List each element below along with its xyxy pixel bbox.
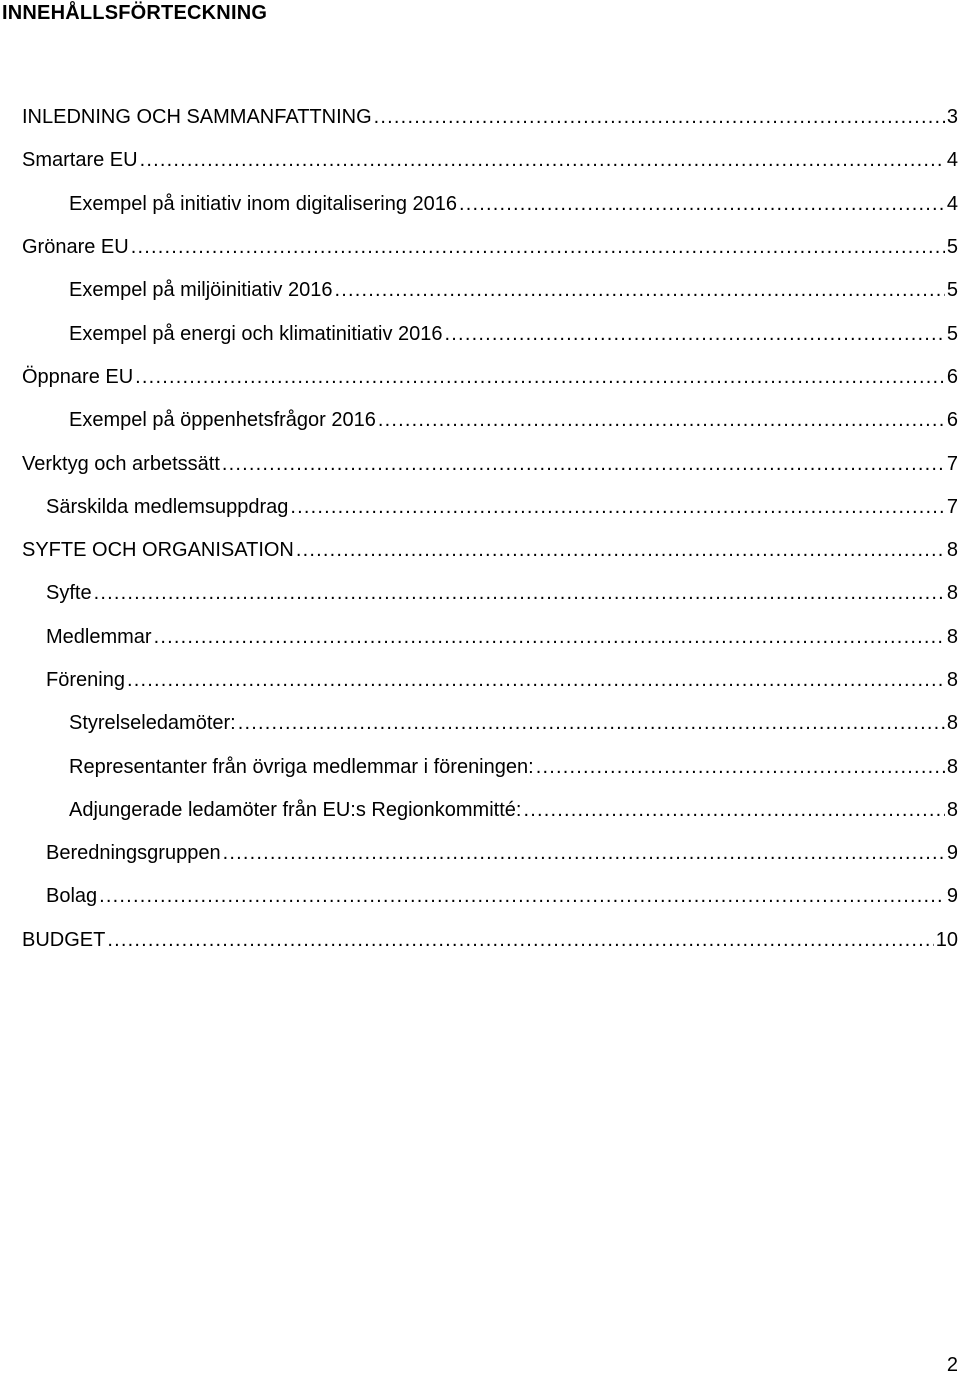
toc-entry-label: Bolag <box>46 885 98 908</box>
toc-dot-leader <box>296 539 945 562</box>
toc-dot-leader <box>94 582 945 605</box>
toc-entry-page: 6 <box>946 409 958 432</box>
toc-entry[interactable] <box>0 269 960 312</box>
toc-entry-page: 9 <box>946 842 958 865</box>
toc-entry[interactable] <box>0 139 960 182</box>
toc-entry-page: 8 <box>946 625 958 648</box>
toc-entry-page: 9 <box>946 885 958 908</box>
toc-entry-label: SYFTE OCH ORGANISATION <box>22 539 294 562</box>
toc-entry-label: Beredningsgruppen <box>46 842 221 865</box>
toc-entry[interactable] <box>0 875 960 918</box>
toc-entry-page: 8 <box>946 669 958 691</box>
toc-entry-label: Öppnare EU <box>22 365 134 388</box>
toc-dot-leader <box>378 409 945 432</box>
toc-entry-page: 7 <box>946 452 958 475</box>
toc-entry[interactable] <box>0 399 960 442</box>
toc-entry-label: Exempel på energi och klimatinitiativ 2016 <box>69 322 443 345</box>
toc-entry-label: Förening <box>46 669 125 691</box>
toc-dot-leader <box>334 279 944 302</box>
toc-dot-leader <box>290 496 945 519</box>
toc-dot-leader <box>223 842 945 865</box>
toc-entry[interactable] <box>0 96 960 139</box>
toc-entry-page: 5 <box>946 236 958 259</box>
toc-entry[interactable] <box>0 529 960 572</box>
toc-entry-label: Exempel på öppenhetsfrågor 2016 <box>69 409 376 432</box>
toc-entry[interactable] <box>0 312 960 355</box>
toc-entry-page: 4 <box>946 192 958 215</box>
toc-entry-page: 4 <box>946 149 958 172</box>
toc-entry-label: Grönare EU <box>22 236 129 259</box>
toc-dot-leader <box>459 193 945 216</box>
toc-dot-leader <box>238 712 945 735</box>
toc-entry-page: 10 <box>935 928 958 951</box>
toc-entry-page: 8 <box>946 539 958 562</box>
toc-dot-leader <box>154 626 945 649</box>
toc-entry[interactable] <box>0 572 960 615</box>
toc-entry[interactable] <box>0 745 960 788</box>
toc-entry-label: Särskilda medlemsuppdrag <box>46 495 289 518</box>
toc-entry-page: 3 <box>946 106 958 129</box>
toc-entry-label: INLEDNING OCH SAMMANFATTNING <box>22 106 372 129</box>
toc-dot-leader <box>222 453 945 476</box>
toc-entry[interactable] <box>0 226 960 269</box>
toc-entry[interactable] <box>0 832 960 875</box>
toc-entry-page: 8 <box>946 712 958 735</box>
toc-entry-page: 8 <box>946 582 958 605</box>
toc-entry-page: 5 <box>946 279 958 302</box>
toc-entry-label: BUDGET <box>22 928 106 951</box>
toc-entry[interactable] <box>0 919 960 962</box>
toc-entry-label: Syfte <box>46 582 92 605</box>
toc-entry[interactable] <box>0 659 960 702</box>
toc-entry[interactable] <box>0 183 960 226</box>
toc-entry-page: 6 <box>946 365 958 388</box>
table-of-contents <box>0 96 960 962</box>
toc-entry-label: Verktyg och arbetssätt <box>22 452 220 475</box>
toc-entry[interactable] <box>0 442 960 485</box>
toc-dot-leader <box>131 236 945 259</box>
toc-dot-leader <box>374 106 945 129</box>
toc-entry-page: 7 <box>946 495 958 518</box>
toc-dot-leader <box>135 366 945 389</box>
toc-entry-label: Medlemmar <box>46 625 152 648</box>
toc-entry-label: Exempel på initiativ inom digitalisering 2016 <box>69 192 457 215</box>
toc-entry-label: Exempel på miljöinitiativ 2016 <box>69 279 333 302</box>
toc-dot-leader <box>127 669 945 692</box>
toc-dot-leader <box>536 756 945 779</box>
toc-entry-label: Representanter från övriga medlemmar i föreningen: <box>69 755 534 778</box>
toc-entry[interactable] <box>0 486 960 529</box>
toc-dot-leader <box>523 799 944 822</box>
toc-dot-leader <box>99 885 945 908</box>
toc-heading: INNEHÅLLSFÖRTECKNING <box>2 2 268 24</box>
toc-entry[interactable] <box>0 702 960 745</box>
toc-dot-leader <box>140 149 945 172</box>
toc-entry-label: Adjungerade ledamöter från EU:s Regionkommitté: <box>69 798 522 821</box>
toc-dot-leader <box>107 929 933 952</box>
toc-dot-leader <box>445 323 945 346</box>
toc-entry-page: 8 <box>946 755 958 778</box>
page-number: 2 <box>946 1354 958 1376</box>
toc-entry[interactable] <box>0 616 960 659</box>
toc-entry-page: 8 <box>946 798 958 821</box>
toc-entry-label: Styrelseledamöter: <box>69 712 236 735</box>
toc-entry-label: Smartare EU <box>22 149 138 172</box>
toc-entry[interactable] <box>0 356 960 399</box>
toc-entry-page: 5 <box>946 322 958 345</box>
toc-entry[interactable] <box>0 789 960 832</box>
